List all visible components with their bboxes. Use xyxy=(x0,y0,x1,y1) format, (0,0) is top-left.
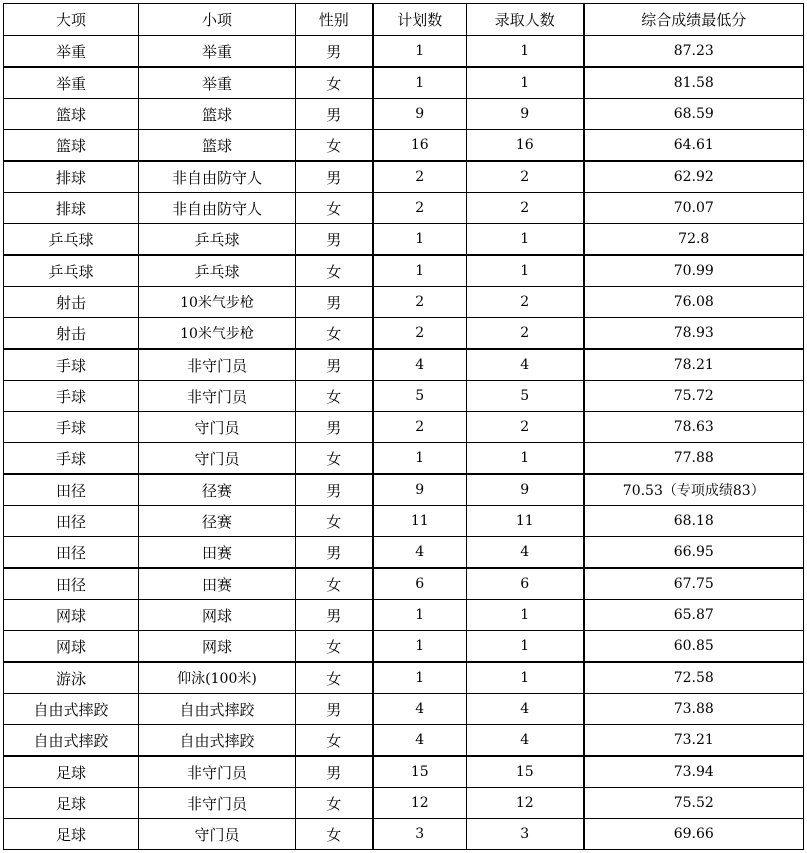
table-row xyxy=(4,443,804,475)
cell-min-score: 69.66 xyxy=(584,819,804,850)
cell-minor: 非守门员 xyxy=(139,788,296,819)
cell-minor: 非守门员 xyxy=(139,756,296,788)
cell-admitted: 1 xyxy=(467,600,584,631)
table-row xyxy=(4,36,804,68)
cell-admitted: 6 xyxy=(467,568,584,600)
cell-admitted: 1 xyxy=(467,631,584,663)
cell-minor: 田赛 xyxy=(139,568,296,600)
cell-admitted: 2 xyxy=(467,318,584,350)
cell-gender: 女 xyxy=(296,130,373,162)
header-minor: 小项 xyxy=(139,4,296,36)
table-row xyxy=(4,568,804,600)
cell-minor: 非自由防守人 xyxy=(139,193,296,224)
cell-major: 手球 xyxy=(4,349,139,381)
cell-admitted: 15 xyxy=(467,756,584,788)
cell-admitted: 1 xyxy=(467,224,584,256)
table-row xyxy=(4,130,804,162)
cell-min-score: 87.23 xyxy=(584,36,804,68)
cell-plan: 2 xyxy=(373,287,467,318)
cell-min-score: 78.93 xyxy=(584,318,804,350)
cell-admitted: 11 xyxy=(467,506,584,537)
cell-min-score: 70.99 xyxy=(584,255,804,287)
cell-minor: 非自由防守人 xyxy=(139,161,296,193)
cell-min-score: 72.58 xyxy=(584,662,804,694)
table-row xyxy=(4,381,804,412)
table-row xyxy=(4,318,804,350)
header-min-score: 综合成绩最低分 xyxy=(584,4,804,36)
cell-gender: 男 xyxy=(296,600,373,631)
cell-min-score: 65.87 xyxy=(584,600,804,631)
cell-gender: 女 xyxy=(296,255,373,287)
cell-min-score: 68.59 xyxy=(584,99,804,130)
cell-min-score: 78.63 xyxy=(584,412,804,443)
cell-minor: 举重 xyxy=(139,67,296,99)
cell-major: 网球 xyxy=(4,631,139,663)
cell-gender: 女 xyxy=(296,725,373,757)
cell-minor: 非守门员 xyxy=(139,381,296,412)
cell-min-score: 73.94 xyxy=(584,756,804,788)
cell-minor: 自由式摔跤 xyxy=(139,725,296,757)
cell-major: 篮球 xyxy=(4,99,139,130)
cell-min-score: 75.52 xyxy=(584,788,804,819)
cell-major: 乒乓球 xyxy=(4,255,139,287)
cell-plan: 4 xyxy=(373,725,467,757)
cell-min-score: 67.75 xyxy=(584,568,804,600)
cell-admitted: 2 xyxy=(467,412,584,443)
cell-gender: 女 xyxy=(296,788,373,819)
cell-admitted: 2 xyxy=(467,193,584,224)
table-row xyxy=(4,756,804,788)
cell-admitted: 2 xyxy=(467,161,584,193)
cell-major: 田径 xyxy=(4,506,139,537)
cell-admitted: 9 xyxy=(467,474,584,506)
cell-gender: 女 xyxy=(296,631,373,663)
table-row xyxy=(4,631,804,663)
cell-plan: 11 xyxy=(373,506,467,537)
cell-major: 举重 xyxy=(4,67,139,99)
cell-minor: 篮球 xyxy=(139,99,296,130)
cell-minor: 仰泳(100米) xyxy=(139,662,296,694)
table-row xyxy=(4,349,804,381)
cell-admitted: 12 xyxy=(467,788,584,819)
cell-plan: 1 xyxy=(373,224,467,256)
cell-plan: 4 xyxy=(373,694,467,725)
cell-major: 自由式摔跤 xyxy=(4,694,139,725)
cell-plan: 15 xyxy=(373,756,467,788)
cell-gender: 男 xyxy=(296,161,373,193)
cell-admitted: 16 xyxy=(467,130,584,162)
cell-major: 网球 xyxy=(4,600,139,631)
cell-minor: 非守门员 xyxy=(139,349,296,381)
cell-minor: 乒乓球 xyxy=(139,255,296,287)
cell-min-score: 77.88 xyxy=(584,443,804,475)
cell-major: 射击 xyxy=(4,318,139,350)
cell-gender: 男 xyxy=(296,224,373,256)
cell-gender: 男 xyxy=(296,287,373,318)
cell-major: 自由式摔跤 xyxy=(4,725,139,757)
cell-major: 篮球 xyxy=(4,130,139,162)
cell-minor: 自由式摔跤 xyxy=(139,694,296,725)
cell-admitted: 4 xyxy=(467,537,584,569)
cell-minor: 乒乓球 xyxy=(139,224,296,256)
cell-plan: 2 xyxy=(373,193,467,224)
cell-admitted: 2 xyxy=(467,287,584,318)
cell-admitted: 4 xyxy=(467,725,584,757)
cell-plan: 1 xyxy=(373,662,467,694)
table-row xyxy=(4,725,804,757)
cell-admitted: 4 xyxy=(467,349,584,381)
cell-min-score: 73.88 xyxy=(584,694,804,725)
cell-min-score: 70.07 xyxy=(584,193,804,224)
cell-gender: 女 xyxy=(296,381,373,412)
cell-gender: 男 xyxy=(296,99,373,130)
cell-plan: 12 xyxy=(373,788,467,819)
cell-min-score: 81.58 xyxy=(584,67,804,99)
cell-gender: 女 xyxy=(296,506,373,537)
cell-gender: 男 xyxy=(296,694,373,725)
cell-gender: 男 xyxy=(296,349,373,381)
cell-admitted: 4 xyxy=(467,694,584,725)
cell-gender: 女 xyxy=(296,443,373,475)
cell-minor: 10米气步枪 xyxy=(139,318,296,350)
cell-minor: 网球 xyxy=(139,600,296,631)
cell-major: 射击 xyxy=(4,287,139,318)
cell-gender: 女 xyxy=(296,193,373,224)
table-row xyxy=(4,537,804,569)
cell-minor: 径赛 xyxy=(139,506,296,537)
cell-admitted: 9 xyxy=(467,99,584,130)
cell-admitted: 1 xyxy=(467,662,584,694)
cell-major: 足球 xyxy=(4,819,139,850)
cell-min-score: 68.18 xyxy=(584,506,804,537)
cell-min-score: 64.61 xyxy=(584,130,804,162)
cell-plan: 2 xyxy=(373,161,467,193)
table-row xyxy=(4,99,804,130)
cell-major: 排球 xyxy=(4,193,139,224)
cell-gender: 男 xyxy=(296,474,373,506)
cell-min-score: 76.08 xyxy=(584,287,804,318)
cell-min-score: 66.95 xyxy=(584,537,804,569)
cell-major: 手球 xyxy=(4,381,139,412)
cell-min-score: 73.21 xyxy=(584,725,804,757)
table-row xyxy=(4,224,804,256)
cell-plan: 3 xyxy=(373,819,467,850)
cell-plan: 9 xyxy=(373,474,467,506)
cell-admitted: 1 xyxy=(467,443,584,475)
cell-gender: 女 xyxy=(296,568,373,600)
cell-gender: 女 xyxy=(296,67,373,99)
header-admitted: 录取人数 xyxy=(467,4,584,36)
cell-plan: 16 xyxy=(373,130,467,162)
cell-min-score: 70.53（专项成绩83） xyxy=(584,474,804,506)
cell-minor: 守门员 xyxy=(139,443,296,475)
table-row xyxy=(4,287,804,318)
table-row xyxy=(4,694,804,725)
cell-admitted: 1 xyxy=(467,255,584,287)
table-row xyxy=(4,193,804,224)
cell-minor: 10米气步枪 xyxy=(139,287,296,318)
cell-plan: 4 xyxy=(373,537,467,569)
table-row xyxy=(4,161,804,193)
cell-gender: 女 xyxy=(296,318,373,350)
cell-admitted: 1 xyxy=(467,36,584,68)
cell-major: 足球 xyxy=(4,756,139,788)
cell-gender: 女 xyxy=(296,819,373,850)
cell-major: 举重 xyxy=(4,36,139,68)
cell-plan: 1 xyxy=(373,36,467,68)
cell-admitted: 1 xyxy=(467,67,584,99)
cell-admitted: 5 xyxy=(467,381,584,412)
cell-minor: 径赛 xyxy=(139,474,296,506)
cell-gender: 男 xyxy=(296,412,373,443)
cell-minor: 举重 xyxy=(139,36,296,68)
cell-major: 手球 xyxy=(4,443,139,475)
cell-admitted: 3 xyxy=(467,819,584,850)
cell-gender: 男 xyxy=(296,36,373,68)
table-row xyxy=(4,662,804,694)
cell-plan: 2 xyxy=(373,318,467,350)
cell-major: 田径 xyxy=(4,568,139,600)
cell-minor: 守门员 xyxy=(139,412,296,443)
cell-gender: 男 xyxy=(296,756,373,788)
table-row xyxy=(4,506,804,537)
cell-major: 手球 xyxy=(4,412,139,443)
table-header-row xyxy=(4,4,804,36)
table-row xyxy=(4,788,804,819)
cell-minor: 守门员 xyxy=(139,819,296,850)
cell-minor: 田赛 xyxy=(139,537,296,569)
cell-major: 田径 xyxy=(4,537,139,569)
table-row xyxy=(4,474,804,506)
cell-gender: 男 xyxy=(296,537,373,569)
table-row xyxy=(4,600,804,631)
table-row xyxy=(4,819,804,850)
cell-minor: 篮球 xyxy=(139,130,296,162)
cell-plan: 1 xyxy=(373,600,467,631)
header-plan: 计划数 xyxy=(373,4,467,36)
table-row xyxy=(4,67,804,99)
cell-plan: 1 xyxy=(373,67,467,99)
cell-plan: 1 xyxy=(373,631,467,663)
cell-min-score: 62.92 xyxy=(584,161,804,193)
cell-plan: 5 xyxy=(373,381,467,412)
header-major: 大项 xyxy=(4,4,139,36)
cell-min-score: 72.8 xyxy=(584,224,804,256)
cell-minor: 网球 xyxy=(139,631,296,663)
cell-plan: 2 xyxy=(373,412,467,443)
header-gender: 性别 xyxy=(296,4,373,36)
table-row xyxy=(4,412,804,443)
cell-major: 足球 xyxy=(4,788,139,819)
table-row xyxy=(4,255,804,287)
cell-min-score: 78.21 xyxy=(584,349,804,381)
cell-major: 乒乓球 xyxy=(4,224,139,256)
cell-major: 田径 xyxy=(4,474,139,506)
cell-min-score: 75.72 xyxy=(584,381,804,412)
cell-major: 排球 xyxy=(4,161,139,193)
cell-plan: 9 xyxy=(373,99,467,130)
cell-gender: 女 xyxy=(296,662,373,694)
cell-plan: 4 xyxy=(373,349,467,381)
cell-plan: 1 xyxy=(373,255,467,287)
cell-plan: 1 xyxy=(373,443,467,475)
admission-score-table xyxy=(3,3,804,850)
cell-min-score: 60.85 xyxy=(584,631,804,663)
cell-plan: 6 xyxy=(373,568,467,600)
table-body xyxy=(4,36,804,850)
cell-major: 游泳 xyxy=(4,662,139,694)
